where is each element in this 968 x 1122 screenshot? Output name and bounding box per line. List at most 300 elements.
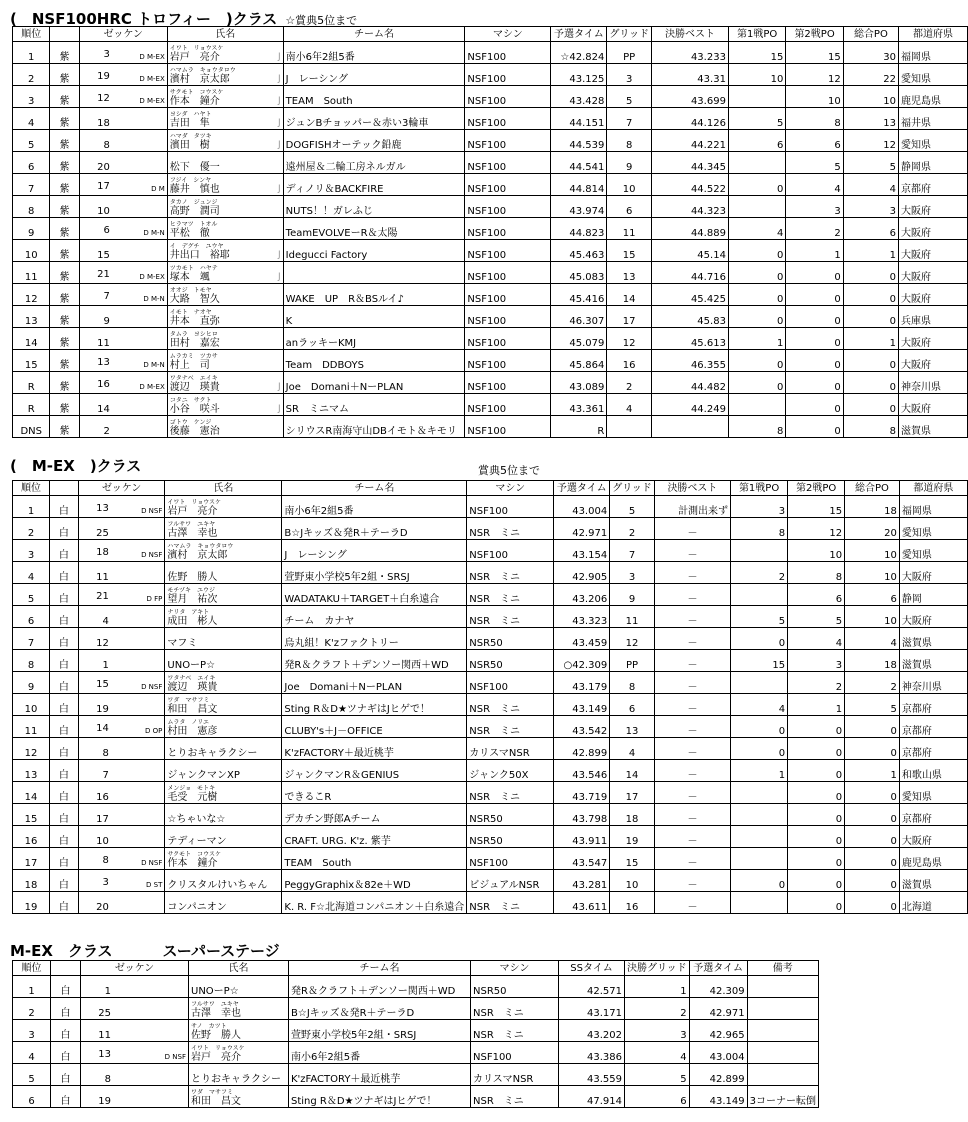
- table-row: [13, 196, 968, 218]
- remarks-cell: [747, 1020, 818, 1042]
- race-number: 20: [97, 162, 110, 173]
- qualifying-time-cell: 43.361: [551, 394, 607, 416]
- number-cell: [81, 1064, 189, 1086]
- machine-cell: ビジュアルNSR: [467, 870, 554, 892]
- driver-name: ジャンクマンXP: [167, 770, 240, 781]
- table-row: [13, 416, 968, 438]
- driver-name: 渡辺 瑛貴: [167, 682, 218, 693]
- name-reading: オオジ トモヤ: [169, 287, 212, 294]
- round1-points-cell: 0: [728, 306, 785, 328]
- name-reading: ナリタ アキト: [167, 609, 210, 616]
- driver-name: 作本 鐘介: [167, 858, 218, 869]
- column-header: ゼッケン: [79, 27, 167, 42]
- final-best-cell: －: [654, 650, 730, 672]
- color-cell: 白: [50, 826, 79, 848]
- name-reading: メンジョ モトキ: [167, 785, 216, 792]
- round2-points-cell: 0: [788, 826, 845, 848]
- color-cell: 白: [51, 1064, 81, 1086]
- round1-points-cell: [731, 892, 788, 914]
- column-header: 順位: [13, 27, 50, 42]
- prefecture-cell: 大阪府: [899, 262, 968, 284]
- table-row: [13, 64, 968, 86]
- driver-name-cell: [189, 976, 289, 998]
- total-points-cell: 0: [845, 716, 900, 738]
- color-cell: 白: [50, 892, 79, 914]
- final-best-cell: －: [654, 738, 730, 760]
- position-cell: 6: [13, 152, 50, 174]
- name-reading: イ デグチ ユウヤ: [169, 243, 224, 250]
- driver-name-cell: [165, 672, 282, 694]
- team-cell: TEAM South: [283, 86, 465, 108]
- junior-tag: J: [278, 382, 281, 392]
- name-reading: [167, 763, 279, 770]
- position-cell: 19: [13, 892, 50, 914]
- driver-name: 高野 潤司: [169, 206, 220, 217]
- driver-name-cell: [167, 218, 283, 240]
- final-best-cell: 45.425: [651, 284, 728, 306]
- driver-name-cell: [189, 998, 289, 1020]
- column-header: 氏名: [189, 961, 289, 976]
- table-row: [13, 518, 968, 540]
- total-points-cell: 0: [843, 372, 898, 394]
- qualifying-time-cell: 43.911: [554, 826, 610, 848]
- position-cell: 4: [13, 108, 50, 130]
- number-cell: [78, 892, 165, 914]
- final-best-cell: －: [654, 782, 730, 804]
- team-cell: 萱野東小学校5年2組・SRSJ: [282, 562, 467, 584]
- qualifying-time-cell: 43.798: [554, 804, 610, 826]
- team-cell: CLUBY's＋J－OFFICE: [282, 716, 467, 738]
- class-tag: D M-N: [143, 361, 165, 369]
- total-points-cell: 0: [845, 804, 900, 826]
- machine-cell: NSF100: [465, 196, 551, 218]
- name-reading: サノ カツト: [191, 1023, 227, 1030]
- table-row: [13, 650, 968, 672]
- team-cell: チーム カナヤ: [282, 606, 467, 628]
- qualifying-time-cell: 43.547: [554, 848, 610, 870]
- name-reading: [167, 565, 279, 572]
- total-points-cell: 5: [845, 694, 900, 716]
- position-cell: 9: [13, 672, 50, 694]
- color-cell: 紫: [50, 108, 79, 130]
- machine-cell: NSF100: [465, 152, 551, 174]
- round1-points-cell: 0: [731, 628, 788, 650]
- grid-cell: PP: [610, 650, 655, 672]
- team-cell: デカチン野郎Aチーム: [282, 804, 467, 826]
- name-reading: フルサワ ユキヤ: [167, 521, 216, 528]
- number-cell: [79, 64, 167, 86]
- remarks-cell: [747, 1064, 818, 1086]
- qualifying-time-cell: 43.611: [554, 892, 610, 914]
- position-cell: 10: [13, 694, 50, 716]
- number-cell: [79, 108, 167, 130]
- round1-points-cell: 0: [728, 240, 785, 262]
- qualifying-time-cell: 43.004: [689, 1042, 747, 1064]
- final-best-cell: 44.126: [651, 108, 728, 130]
- position-cell: 5: [13, 1064, 51, 1086]
- grid-cell: 14: [607, 284, 652, 306]
- final-best-cell: 43.31: [651, 64, 728, 86]
- machine-cell: NSF100: [465, 416, 551, 438]
- color-cell: 紫: [50, 328, 79, 350]
- driver-name-cell: [165, 562, 282, 584]
- total-points-cell: 0: [843, 350, 898, 372]
- round2-points-cell: 0: [788, 716, 845, 738]
- position-cell: 10: [13, 240, 50, 262]
- total-points-cell: 0: [845, 848, 900, 870]
- color-cell: 紫: [50, 152, 79, 174]
- number-cell: [79, 328, 167, 350]
- round2-points-cell: 0: [786, 372, 843, 394]
- race-number: 14: [97, 404, 110, 415]
- remarks-cell: [747, 976, 818, 998]
- final-best-cell: 44.716: [651, 262, 728, 284]
- position-cell: 6: [13, 606, 50, 628]
- machine-cell: NSF100: [465, 174, 551, 196]
- total-points-cell: 1: [843, 328, 898, 350]
- name-reading: イワト リョウスケ: [167, 499, 222, 506]
- round2-points-cell: 6: [786, 130, 843, 152]
- color-cell: 紫: [50, 284, 79, 306]
- class-tag: D FP: [146, 595, 163, 603]
- driver-name: 井出口 裕耶: [169, 250, 230, 261]
- position-cell: 11: [13, 716, 50, 738]
- junior-tag: J: [278, 118, 281, 128]
- number-cell: [78, 716, 165, 738]
- driver-name-cell: [167, 42, 283, 64]
- round2-points-cell: 0: [788, 804, 845, 826]
- driver-name: 佐野 勝人: [167, 572, 218, 583]
- race-number: 8: [103, 140, 110, 151]
- round1-points-cell: [728, 86, 785, 108]
- round2-points-cell: 10: [788, 540, 845, 562]
- team-cell: TEAM South: [282, 848, 467, 870]
- team-cell: Joe Domani＋NーPLAN: [282, 672, 467, 694]
- machine-cell: NSF100: [465, 108, 551, 130]
- driver-name: 平松 徹: [169, 228, 210, 239]
- total-points-cell: 13: [843, 108, 898, 130]
- prefecture-cell: 大阪府: [899, 196, 968, 218]
- ss-time-cell: 43.386: [559, 1042, 625, 1064]
- color-cell: 白: [50, 540, 79, 562]
- round2-points-cell: 1: [786, 240, 843, 262]
- prefecture-cell: 大阪府: [899, 350, 968, 372]
- column-header: ゼッケン: [81, 961, 189, 976]
- final-best-cell: －: [654, 804, 730, 826]
- name-reading: ハマダ タツキ: [169, 133, 212, 140]
- prefecture-cell: 神奈川県: [899, 672, 967, 694]
- grid-cell: 15: [607, 240, 652, 262]
- table-row: [13, 760, 968, 782]
- machine-cell: カリスマNSR: [467, 738, 554, 760]
- prefecture-cell: 京都府: [899, 694, 967, 716]
- position-cell: 1: [13, 976, 51, 998]
- driver-name-cell: [165, 848, 282, 870]
- column-header: 決勝ベスト: [651, 27, 728, 42]
- round1-points-cell: [731, 540, 788, 562]
- class-tag: D M-EX: [139, 383, 165, 391]
- race-number: 8: [102, 855, 109, 866]
- table-row: [13, 262, 968, 284]
- number-cell: [79, 240, 167, 262]
- table-row: [13, 372, 968, 394]
- table-row: [13, 1064, 819, 1086]
- race-number: 3: [103, 49, 110, 60]
- table-row: [13, 628, 968, 650]
- round2-points-cell: 0: [786, 328, 843, 350]
- grid-cell: 6: [610, 694, 655, 716]
- final-best-cell: －: [654, 540, 730, 562]
- number-cell: [78, 738, 165, 760]
- race-number: 25: [98, 1008, 111, 1019]
- position-cell: 6: [13, 1086, 51, 1108]
- qualifying-time-cell: 43.004: [554, 496, 610, 518]
- number-cell: [81, 1086, 189, 1108]
- grid-cell: 11: [607, 218, 652, 240]
- class-tag: D M-EX: [139, 273, 165, 281]
- name-reading: [191, 979, 286, 986]
- total-points-cell: 4: [843, 174, 898, 196]
- round1-points-cell: 1: [728, 328, 785, 350]
- prefecture-cell: 静岡県: [899, 152, 968, 174]
- prefecture-cell: 愛知県: [899, 130, 968, 152]
- driver-name: 濱村 京太郎: [169, 74, 230, 85]
- color-cell: 紫: [50, 86, 79, 108]
- round1-points-cell: [731, 584, 788, 606]
- machine-cell: NSF100: [465, 284, 551, 306]
- team-cell: WADATAKU＋TARGET＋白糸遠合: [282, 584, 467, 606]
- table-row: [13, 328, 968, 350]
- round2-points-cell: 0: [786, 284, 843, 306]
- total-points-cell: 0: [843, 394, 898, 416]
- machine-cell: NSF100: [467, 496, 554, 518]
- color-cell: 白: [51, 1086, 81, 1108]
- color-cell: 紫: [50, 196, 79, 218]
- qualifying-time-cell: 42.965: [689, 1020, 747, 1042]
- qualifying-time-cell: 43.542: [554, 716, 610, 738]
- color-cell: 白: [51, 1042, 81, 1064]
- machine-cell: NSR50: [467, 826, 554, 848]
- grid-cell: 10: [607, 174, 652, 196]
- final-best-cell: 44.345: [651, 152, 728, 174]
- position-cell: 9: [13, 218, 50, 240]
- driver-name: 濱田 樹: [169, 140, 210, 151]
- grid-cell: 2: [607, 372, 652, 394]
- driver-name-cell: [165, 496, 282, 518]
- driver-name: 毛受 元樹: [167, 792, 218, 803]
- total-points-cell: 10: [845, 562, 900, 584]
- color-cell: 白: [50, 870, 79, 892]
- round1-points-cell: [731, 672, 788, 694]
- round2-points-cell: 15: [786, 42, 843, 64]
- table-row: [13, 782, 968, 804]
- total-points-cell: 1: [845, 760, 900, 782]
- qualifying-time-cell: 44.823: [551, 218, 607, 240]
- table-row: [13, 606, 968, 628]
- round1-points-cell: 0: [728, 372, 785, 394]
- qualifying-time-cell: 43.459: [554, 628, 610, 650]
- driver-name-cell: [167, 306, 283, 328]
- table-row: [13, 1020, 819, 1042]
- table-row: [13, 976, 819, 998]
- qualifying-time-cell: 46.307: [551, 306, 607, 328]
- round1-points-cell: 0: [731, 716, 788, 738]
- machine-cell: NSR ミニ: [467, 782, 554, 804]
- driver-name-cell: [167, 130, 283, 152]
- grid-cell: 18: [610, 804, 655, 826]
- name-reading: サクモト コウスケ: [169, 89, 224, 96]
- color-cell: 紫: [50, 306, 79, 328]
- prefecture-cell: 大阪府: [899, 218, 968, 240]
- final-best-cell: 44.221: [651, 130, 728, 152]
- column-header: 氏名: [167, 27, 283, 42]
- driver-name-cell: [165, 650, 282, 672]
- team-cell: シリウスR南海守山DBイモト＆キモリ: [283, 416, 465, 438]
- driver-name: UNOーP☆: [191, 986, 239, 997]
- driver-name-cell: [189, 1020, 289, 1042]
- final-best-cell: －: [654, 606, 730, 628]
- ss-time-cell: 42.571: [559, 976, 625, 998]
- final-best-cell: 44.482: [651, 372, 728, 394]
- race-number: 10: [96, 836, 109, 847]
- qualifying-time-cell: 45.463: [551, 240, 607, 262]
- round1-points-cell: 3: [731, 496, 788, 518]
- grid-cell: 5: [607, 86, 652, 108]
- driver-name: 和田 昌文: [167, 704, 218, 715]
- total-points-cell: 4: [845, 628, 900, 650]
- machine-cell: NSR50: [467, 650, 554, 672]
- race-number: 10: [97, 206, 110, 217]
- class-tag: D NSF: [141, 859, 163, 867]
- team-cell: 萱野東小学校5年2組・SRSJ: [289, 1020, 471, 1042]
- team-cell: 南小6年2組5番: [289, 1042, 471, 1064]
- qualifying-time-cell: 44.151: [551, 108, 607, 130]
- qualifying-time-cell: 42.971: [689, 998, 747, 1020]
- final-best-cell: －: [654, 826, 730, 848]
- color-cell: 白: [50, 738, 79, 760]
- color-cell: 紫: [50, 350, 79, 372]
- round2-points-cell: 5: [788, 606, 845, 628]
- prefecture-cell: 京都府: [899, 716, 967, 738]
- prefecture-cell: 静岡: [899, 584, 967, 606]
- machine-cell: NSR50: [467, 628, 554, 650]
- position-cell: 15: [13, 804, 50, 826]
- name-reading: [167, 631, 279, 638]
- column-header: 総合PO: [845, 481, 900, 496]
- table-row: [13, 130, 968, 152]
- prefecture-cell: 愛知県: [899, 540, 967, 562]
- round2-points-cell: 3: [786, 196, 843, 218]
- total-points-cell: 22: [843, 64, 898, 86]
- prefecture-cell: 神奈川県: [899, 372, 968, 394]
- team-cell: Team DDBOYS: [283, 350, 465, 372]
- number-cell: [78, 848, 165, 870]
- table-row: [13, 998, 819, 1020]
- final-best-cell: －: [654, 628, 730, 650]
- name-reading: ヒラマツ トオル: [169, 221, 218, 228]
- table-row: [13, 496, 968, 518]
- team-cell: K. R. F☆北海道コンパニオン＋白糸遠合: [282, 892, 467, 914]
- qualifying-time-cell: R: [551, 416, 607, 438]
- remarks-cell: [747, 998, 818, 1020]
- prefecture-cell: 京都府: [899, 804, 967, 826]
- color-cell: 白: [50, 672, 79, 694]
- team-cell: WAKE UP R＆BSルイ♪: [283, 284, 465, 306]
- color-cell: 紫: [50, 130, 79, 152]
- color-cell: 紫: [50, 416, 79, 438]
- color-cell: 白: [50, 518, 79, 540]
- name-reading: ムラカミ ツカサ: [169, 353, 218, 360]
- name-reading: タムラ ヨシヒロ: [169, 331, 218, 338]
- race-number: 18: [97, 118, 110, 129]
- machine-cell: NSF100: [465, 86, 551, 108]
- grid-cell: 13: [610, 716, 655, 738]
- driver-name-cell: [167, 86, 283, 108]
- total-points-cell: 0: [845, 826, 900, 848]
- grid-cell: 4: [610, 738, 655, 760]
- position-cell: DNS: [13, 416, 50, 438]
- position-cell: 2: [13, 998, 51, 1020]
- driver-name-cell: [165, 826, 282, 848]
- machine-cell: NSF100: [465, 262, 551, 284]
- driver-name: 藤井 慎也: [169, 184, 220, 195]
- number-cell: [79, 42, 167, 64]
- color-cell: 白: [50, 496, 79, 518]
- total-points-cell: 0: [843, 306, 898, 328]
- round1-points-cell: 4: [731, 694, 788, 716]
- driver-name: 望月 祐次: [167, 594, 218, 605]
- round2-points-cell: 12: [786, 64, 843, 86]
- team-cell: Sting R＆D★ツナギはJヒゲで！: [282, 694, 467, 716]
- number-cell: [79, 174, 167, 196]
- machine-cell: NSF100: [465, 328, 551, 350]
- name-reading: [191, 1067, 286, 1074]
- name-reading: ワダ マサフミ: [191, 1089, 233, 1096]
- round2-points-cell: 0: [786, 350, 843, 372]
- color-cell: 紫: [50, 218, 79, 240]
- name-reading: ワタナベ エイキ: [169, 375, 218, 382]
- final-grid-cell: 3: [625, 1020, 690, 1042]
- class-tag: D M-N: [143, 295, 165, 303]
- position-cell: 12: [13, 284, 50, 306]
- round1-points-cell: [731, 826, 788, 848]
- driver-name-cell: [165, 694, 282, 716]
- driver-name-cell: [167, 64, 283, 86]
- race-number: 1: [104, 986, 111, 997]
- final-best-cell: 43.233: [651, 42, 728, 64]
- machine-cell: NSR ミニ: [467, 584, 554, 606]
- position-cell: 11: [13, 262, 50, 284]
- final-best-cell: －: [654, 518, 730, 540]
- table-row: [13, 540, 968, 562]
- column-header: チーム名: [282, 481, 467, 496]
- number-cell: [79, 284, 167, 306]
- total-points-cell: 30: [843, 42, 898, 64]
- round2-points-cell: 8: [788, 562, 845, 584]
- qualifying-time-cell: 42.899: [689, 1064, 747, 1086]
- driver-name-cell: [167, 262, 283, 284]
- column-header: 予選タイム: [689, 961, 747, 976]
- qualifying-time-cell: 42.971: [554, 518, 610, 540]
- machine-cell: NSR ミニ: [467, 562, 554, 584]
- round2-points-cell: 15: [788, 496, 845, 518]
- total-points-cell: 10: [845, 540, 900, 562]
- total-points-cell: 10: [845, 606, 900, 628]
- position-cell: 13: [13, 306, 50, 328]
- column-header: [51, 961, 81, 976]
- total-points-cell: 0: [845, 892, 900, 914]
- grid-cell: 12: [610, 628, 655, 650]
